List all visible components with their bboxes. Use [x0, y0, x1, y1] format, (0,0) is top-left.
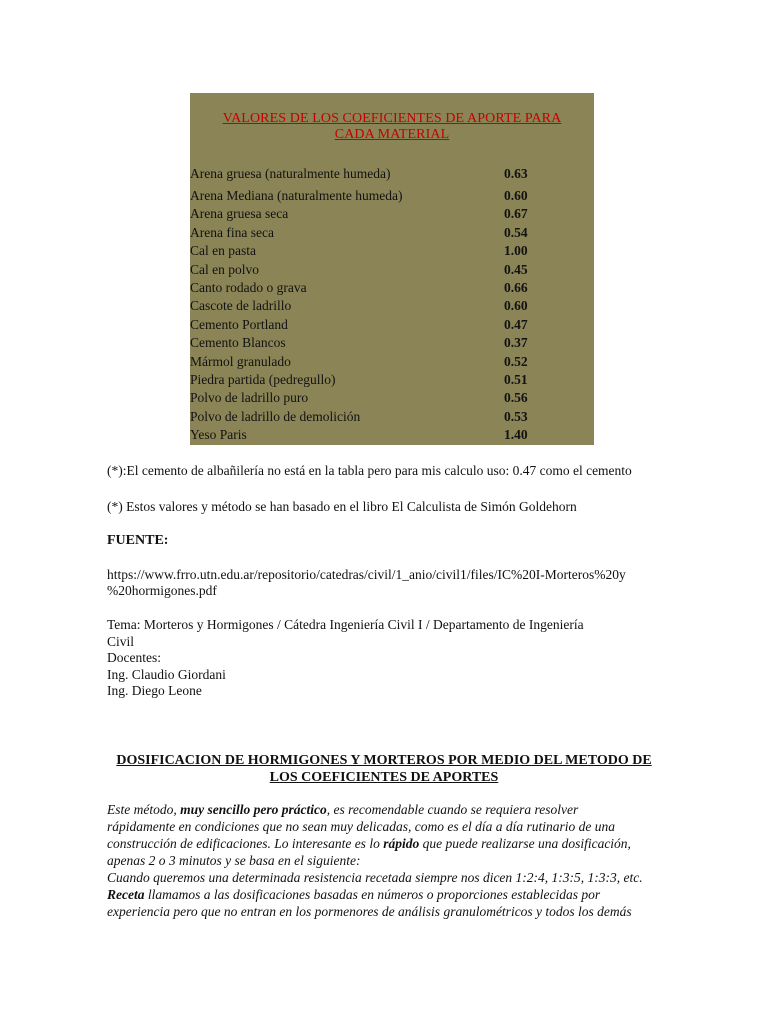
table-row [190, 205, 594, 223]
source-url[interactable] [107, 567, 667, 599]
body-text-span: , es recomendable cuando se requiera resolver [326, 802, 579, 817]
material-name: Arena fina seca [190, 224, 274, 240]
coefficient-value: 0.60 [504, 188, 528, 203]
body-line-7 [107, 903, 667, 920]
body-line-1 [107, 801, 667, 818]
body-bold-span: muy sencillo pero práctico [180, 802, 327, 817]
body-text-span: rápidamente en condiciones que no sean muy delicadas, como es el día a día rutinario de una [107, 819, 616, 834]
section-body [107, 801, 667, 920]
material-name: Arena gruesa (naturalmente humeda) [190, 166, 391, 181]
coefficient-value: 0.60 [504, 298, 528, 314]
table-row [190, 334, 594, 352]
body-text-span: Este método, [107, 802, 181, 817]
body-text-span: apenas 2 o 3 minutos y se basa en el siguiente: [107, 853, 361, 868]
table-title-line-1: VALORES DE LOS COEFICIENTES DE APORTE PARA [222, 111, 562, 126]
coefficient-value: 0.66 [504, 279, 528, 295]
docente-1: Ing. Claudio Giordani [107, 666, 226, 682]
material-name: Cemento Portland [190, 316, 288, 332]
coefficient-value: 1.40 [504, 427, 528, 443]
coefficient-value: 0.52 [504, 353, 528, 369]
coefficients-table [190, 93, 594, 445]
body-text-span: construcción de edificaciones. Lo interesante es lo [107, 836, 384, 851]
material-name: Cemento Blancos [190, 335, 286, 351]
material-name: Polvo de ladrillo puro [190, 390, 309, 406]
coefficient-value: 0.47 [504, 316, 528, 332]
material-name: Polvo de ladrillo de demolición [190, 408, 361, 424]
table-row [190, 408, 594, 426]
docente-2: Ing. Diego Leone [107, 683, 202, 698]
material-name: Piedra partida (pedregullo) [190, 371, 336, 387]
material-name: Arena gruesa seca [190, 206, 289, 222]
table-title [196, 111, 588, 143]
tema-line-2: Civil [107, 633, 135, 649]
tema-line-1: Tema: Morteros y Hormigones / Cátedra Ingeniería Civil I / Departamento de Ingeniería [107, 617, 584, 632]
table-rows [190, 165, 594, 444]
body-line-5 [107, 869, 667, 886]
coefficient-value: 0.51 [504, 371, 528, 387]
table-row [190, 316, 594, 334]
coefficient-value: 0.37 [504, 335, 528, 351]
coefficient-value: 0.53 [504, 408, 528, 424]
material-name: Cal en pasta [190, 243, 256, 259]
body-text-span: que puede realizarse una dosificación, [419, 836, 631, 851]
table-title-line-2: CADA MATERIAL [334, 127, 450, 142]
coefficient-value: 0.67 [504, 206, 528, 222]
coefficient-value: 0.56 [504, 390, 528, 406]
source-label: FUENTE: [107, 533, 169, 548]
body-line-2 [107, 818, 667, 835]
section-title-line-2: LOS COEFICIENTES DE APORTES [269, 770, 499, 785]
body-bold-span: Receta [107, 887, 145, 902]
table-row [190, 187, 594, 205]
body-text-span: experiencia pero que no entran en los pormenores de análisis granulométricos y todos los demás [107, 904, 632, 919]
section-title [100, 752, 668, 786]
coefficient-value: 0.63 [504, 166, 528, 181]
table-row [190, 389, 594, 407]
note-cement: (*):El cemento de albañilería no está en la tabla pero para mis calculo uso: 0.47 como el cemento [107, 463, 632, 478]
table-row [190, 224, 594, 242]
source-url-line-2[interactable]: %20hormigones.pdf [107, 583, 217, 598]
body-text-span: llamamos a las dosificaciones basadas en números o proporciones establecidas por [144, 887, 601, 902]
body-text-span: Cuando queremos una determinada resistencia recetada siempre nos dicen 1:2:4, 1:3:5, 1:3:3, etc. [107, 870, 643, 885]
section-title-line-1: DOSIFICACION DE HORMIGONES Y MORTEROS POR MEDIO DEL METODO DE [116, 753, 652, 768]
source-url-line-1[interactable]: https://www.frro.utn.edu.ar/repositorio/catedras/civil/1_anio/civil1/files/IC%20I-Morteros%20y [107, 567, 626, 582]
body-bold-span: rápido [383, 836, 420, 851]
material-name: Arena Mediana (naturalmente humeda) [190, 188, 403, 203]
docentes-label: Docentes: [107, 650, 161, 665]
note-source-book: (*) Estos valores y método se han basado en el libro El Calculista de Simón Goldehorn [107, 499, 577, 514]
table-row [190, 165, 594, 187]
table-row [190, 242, 594, 260]
material-name: Cal en polvo [190, 261, 259, 277]
table-row [190, 279, 594, 297]
material-name: Canto rodado o grava [190, 279, 307, 295]
table-row [190, 426, 594, 444]
coefficient-value: 1.00 [504, 243, 528, 259]
table-row [190, 297, 594, 315]
body-line-6 [107, 886, 667, 903]
material-name: Cascote de ladrillo [190, 298, 292, 314]
coefficient-value: 0.45 [504, 261, 528, 277]
body-line-4 [107, 852, 667, 869]
material-name: Yeso Paris [190, 427, 247, 443]
coefficient-value: 0.54 [504, 224, 528, 240]
body-line-3 [107, 835, 667, 852]
table-row [190, 371, 594, 389]
table-row [190, 353, 594, 371]
table-row [190, 261, 594, 279]
material-name: Mármol granulado [190, 353, 291, 369]
source-details [107, 617, 667, 700]
